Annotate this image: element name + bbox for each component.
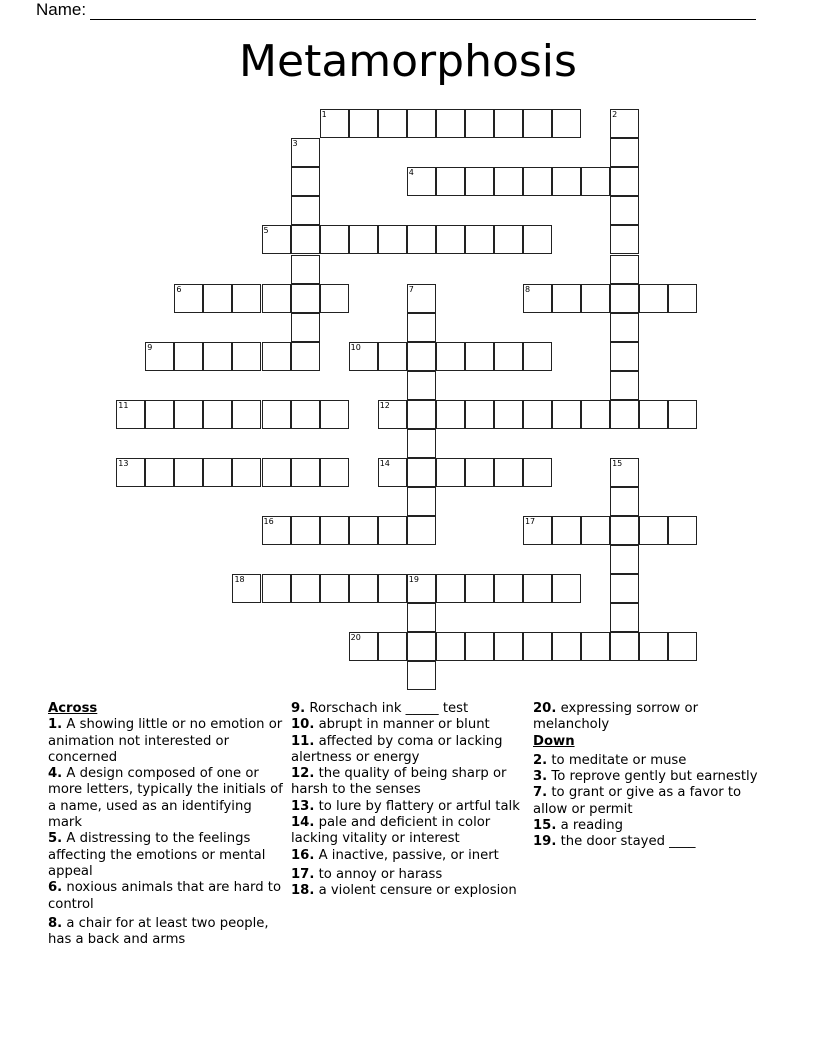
grid-cell[interactable] — [610, 167, 639, 196]
grid-cell[interactable] — [174, 458, 203, 487]
grid-cell[interactable] — [552, 516, 581, 545]
clue-number: 8 — [524, 284, 531, 294]
grid-cell[interactable] — [436, 167, 465, 196]
grid-cell[interactable] — [465, 109, 494, 138]
grid-cell[interactable] — [291, 574, 320, 603]
clue-text: expressing sorrow or melancholy — [533, 701, 699, 733]
clue-across-item — [291, 734, 531, 767]
clue-number: 16 — [263, 516, 274, 526]
grid-cell[interactable] — [145, 458, 174, 487]
grid-cell[interactable] — [349, 574, 378, 603]
clue-down-item — [533, 753, 773, 769]
grid-cell[interactable] — [668, 632, 697, 661]
clue-text: Rorschach ink _____ test — [309, 701, 469, 716]
grid-cell[interactable] — [145, 342, 174, 371]
grid-cell[interactable] — [378, 109, 407, 138]
clue-number-label: 10. — [291, 717, 315, 733]
grid-cell[interactable] — [407, 225, 436, 254]
clue-text: A distressing to the feelings affecting the emotions or mental appeal — [48, 831, 266, 879]
grid-cell[interactable] — [349, 632, 378, 661]
grid-cell[interactable] — [436, 632, 465, 661]
clue-across-item — [533, 701, 773, 734]
clue-number: 2 — [612, 110, 618, 120]
clue-text: A showing little or no emotion or animation not interested or concerned — [48, 717, 283, 765]
clue-text: a violent censure or explosion — [318, 883, 517, 899]
grid-cell[interactable] — [262, 516, 291, 545]
clues-column-1 — [48, 701, 288, 948]
grid-cell[interactable] — [465, 167, 494, 196]
grid-cell[interactable] — [349, 342, 378, 371]
grid-cell[interactable] — [581, 167, 610, 196]
across-heading: Across — [48, 701, 98, 716]
grid-cell[interactable] — [320, 400, 349, 429]
grid-cell[interactable] — [407, 429, 436, 458]
clue-across-item — [48, 880, 288, 913]
grid-cell[interactable] — [610, 109, 639, 138]
grid-cell[interactable] — [116, 458, 145, 487]
grid-cell[interactable] — [407, 661, 436, 690]
down-heading: Down — [533, 733, 575, 749]
clue-text: to annoy or harass — [318, 866, 443, 882]
grid-cell[interactable] — [494, 342, 523, 371]
grid-cell[interactable] — [523, 516, 552, 545]
grid-cell[interactable] — [552, 109, 581, 138]
name-label: Name: — [36, 0, 87, 19]
grid-cell[interactable] — [552, 284, 581, 313]
page-title: Metamorphosis — [239, 36, 577, 87]
grid-cell[interactable] — [436, 109, 465, 138]
grid-cell[interactable] — [494, 632, 523, 661]
grid-cell[interactable] — [610, 458, 639, 487]
grid-cell[interactable] — [262, 400, 291, 429]
grid-cell[interactable] — [291, 313, 320, 342]
grid-cell[interactable] — [436, 342, 465, 371]
grid-cell[interactable] — [523, 400, 552, 429]
clue-number-label: 19. — [533, 834, 557, 850]
grid-cell[interactable] — [610, 138, 639, 167]
clue-number: 13 — [118, 458, 129, 468]
clue-across-item — [291, 815, 531, 848]
grid-cell[interactable] — [610, 313, 639, 342]
grid-cell[interactable] — [407, 167, 436, 196]
grid-cell[interactable] — [407, 342, 436, 371]
grid-cell[interactable] — [523, 225, 552, 254]
grid-cell[interactable] — [378, 225, 407, 254]
grid-cell[interactable] — [523, 574, 552, 603]
clue-number-label: 7. — [533, 785, 548, 801]
grid-cell[interactable] — [552, 167, 581, 196]
clue-text: pale and deficient in color lacking vitality or interest — [291, 815, 491, 847]
grid-cell[interactable] — [407, 632, 436, 661]
clue-number-label: 18. — [291, 883, 315, 899]
grid-cell[interactable] — [262, 225, 291, 254]
clue-number-label: 1. — [48, 717, 63, 733]
clue-number: 19 — [408, 575, 419, 585]
clue-number: 6 — [176, 284, 182, 294]
clue-number-label: 12. — [291, 766, 315, 782]
clue-across-item — [48, 766, 288, 831]
clue-number: 18 — [234, 575, 245, 585]
grid-cell[interactable] — [262, 284, 291, 313]
grid-cell[interactable] — [407, 313, 436, 342]
grid-cell[interactable] — [552, 574, 581, 603]
clue-number-label: 4. — [48, 766, 63, 782]
grid-cell[interactable] — [407, 487, 436, 516]
clue-number: 12 — [379, 400, 390, 410]
grid-cell[interactable] — [668, 516, 697, 545]
grid-cell[interactable] — [465, 458, 494, 487]
grid-cell[interactable] — [407, 458, 436, 487]
grid-cell[interactable] — [581, 284, 610, 313]
clue-across-item — [291, 883, 531, 899]
grid-cell[interactable] — [639, 516, 668, 545]
grid-cell[interactable] — [639, 400, 668, 429]
clue-across-item — [291, 701, 531, 717]
grid-cell[interactable] — [610, 574, 639, 603]
grid-cell[interactable] — [523, 109, 552, 138]
grid-cell[interactable] — [145, 400, 174, 429]
clue-number: 5 — [263, 226, 269, 236]
grid-cell[interactable] — [639, 284, 668, 313]
grid-cell[interactable] — [291, 516, 320, 545]
grid-cell[interactable] — [610, 632, 639, 661]
grid-cell[interactable] — [349, 109, 378, 138]
clue-number: 11 — [118, 400, 129, 410]
grid-cell[interactable] — [378, 516, 407, 545]
grid-cell[interactable] — [465, 632, 494, 661]
clue-down-item — [533, 785, 773, 818]
grid-cell[interactable] — [407, 284, 436, 313]
grid-cell[interactable] — [349, 225, 378, 254]
grid-cell[interactable] — [262, 574, 291, 603]
grid-cell[interactable] — [494, 167, 523, 196]
grid-cell[interactable] — [378, 458, 407, 487]
clue-across-item — [291, 717, 531, 733]
grid-cell[interactable] — [581, 400, 610, 429]
clue-number-label: 14. — [291, 815, 315, 831]
grid-cell[interactable] — [494, 225, 523, 254]
grid-cell[interactable] — [291, 342, 320, 371]
grid-cell[interactable] — [523, 284, 552, 313]
grid-cell[interactable] — [639, 632, 668, 661]
grid-cell[interactable] — [610, 255, 639, 284]
clue-down-item — [533, 818, 773, 834]
grid-cell[interactable] — [494, 109, 523, 138]
grid-cell[interactable] — [523, 342, 552, 371]
grid-cell[interactable] — [291, 196, 320, 225]
clue-down-item — [533, 834, 773, 850]
grid-cell[interactable] — [291, 138, 320, 167]
grid-cell[interactable] — [320, 458, 349, 487]
clue-number: 3 — [292, 139, 298, 149]
grid-cell[interactable] — [523, 167, 552, 196]
clue-text: to lure by flattery or artful talk — [318, 798, 520, 814]
clue-number: 10 — [350, 342, 361, 352]
clue-across-item — [291, 799, 531, 815]
clue-number-label: 2. — [533, 752, 548, 768]
clues-column-2 — [291, 701, 531, 900]
grid-cell[interactable] — [610, 196, 639, 225]
clue-number: 4 — [408, 168, 414, 178]
grid-cell[interactable] — [610, 400, 639, 429]
grid-cell[interactable] — [291, 255, 320, 284]
clue-number-label: 13. — [291, 798, 315, 814]
grid-cell[interactable] — [552, 400, 581, 429]
clue-number-label: 11. — [291, 733, 315, 749]
grid-cell[interactable] — [610, 371, 639, 400]
clue-text: the door stayed ____ — [560, 834, 696, 850]
grid-cell[interactable] — [407, 109, 436, 138]
clue-number-label: 3. — [533, 769, 548, 785]
grid-cell[interactable] — [494, 400, 523, 429]
grid-cell[interactable] — [610, 487, 639, 516]
grid-cell[interactable] — [349, 516, 378, 545]
clue-across-item — [291, 848, 531, 864]
grid-cell[interactable] — [523, 458, 552, 487]
grid-cell[interactable] — [232, 400, 261, 429]
clue-number-label: 16. — [291, 847, 315, 863]
grid-cell[interactable] — [436, 225, 465, 254]
grid-cell[interactable] — [407, 371, 436, 400]
grid-cell[interactable] — [494, 458, 523, 487]
grid-cell[interactable] — [610, 342, 639, 371]
grid-cell[interactable] — [523, 632, 552, 661]
clue-number: 9 — [147, 342, 153, 352]
grid-cell[interactable] — [291, 284, 320, 313]
grid-cell[interactable] — [610, 516, 639, 545]
grid-cell[interactable] — [610, 225, 639, 254]
grid-cell[interactable] — [465, 400, 494, 429]
clues-column-3 — [533, 701, 773, 851]
grid-cell[interactable] — [291, 458, 320, 487]
clue-text: To reprove gently but earnestly — [551, 769, 758, 785]
grid-cell[interactable] — [610, 284, 639, 313]
clue-across-item — [48, 717, 288, 766]
grid-cell[interactable] — [203, 458, 232, 487]
grid-cell[interactable] — [291, 400, 320, 429]
grid-cell[interactable] — [203, 400, 232, 429]
grid-cell[interactable] — [262, 458, 291, 487]
grid-cell[interactable] — [407, 603, 436, 632]
clue-text: a chair for at least two people, has a back and arms — [48, 915, 269, 948]
clue-number-label: 17. — [291, 866, 315, 882]
clue-number: 17 — [524, 516, 536, 526]
grid-cell[interactable] — [436, 400, 465, 429]
clue-down-item — [533, 769, 773, 785]
grid-cell[interactable] — [262, 342, 291, 371]
grid-cell[interactable] — [581, 632, 610, 661]
clue-text: affected by coma or lacking alertness or energy — [291, 733, 503, 765]
grid-cell[interactable] — [320, 109, 349, 138]
clue-text: noxious animals that are hard to control — [48, 880, 282, 912]
grid-cell[interactable] — [610, 545, 639, 574]
grid-cell[interactable] — [465, 574, 494, 603]
grid-cell[interactable] — [320, 225, 349, 254]
grid-cell[interactable] — [407, 516, 436, 545]
grid-cell[interactable] — [291, 167, 320, 196]
grid-cell[interactable] — [291, 225, 320, 254]
grid-cell[interactable] — [378, 632, 407, 661]
clue-across-item — [291, 867, 531, 883]
grid-cell[interactable] — [668, 400, 697, 429]
clue-number: 1 — [321, 110, 327, 120]
grid-cell[interactable] — [378, 574, 407, 603]
clue-number-label: 8. — [48, 915, 63, 931]
grid-cell[interactable] — [378, 400, 407, 429]
grid-cell[interactable] — [174, 400, 203, 429]
grid-cell[interactable] — [232, 342, 261, 371]
grid-cell[interactable] — [436, 574, 465, 603]
grid-cell[interactable] — [203, 342, 232, 371]
clue-text: abrupt in manner or blunt — [318, 717, 490, 733]
clue-number: 15 — [612, 458, 623, 468]
grid-cell[interactable] — [465, 342, 494, 371]
clue-text: the quality of being sharp or harsh to the senses — [291, 766, 507, 798]
grid-cell[interactable] — [610, 603, 639, 632]
clue-across-item — [48, 916, 288, 949]
grid-cell[interactable] — [232, 458, 261, 487]
clue-text: a reading — [560, 818, 623, 834]
grid-cell[interactable] — [320, 284, 349, 313]
clue-number-label: 5. — [48, 831, 63, 847]
grid-cell[interactable] — [407, 574, 436, 603]
clue-number: 20 — [350, 633, 361, 643]
grid-cell[interactable] — [174, 342, 203, 371]
grid-cell[interactable] — [581, 516, 610, 545]
clue-number-label: 9. — [291, 701, 306, 716]
clue-text: A inactive, passive, or inert — [318, 847, 499, 863]
clue-across-item — [48, 831, 288, 880]
grid-cell[interactable] — [668, 284, 697, 313]
grid-cell[interactable] — [552, 632, 581, 661]
grid-cell[interactable] — [203, 284, 232, 313]
grid-cell[interactable] — [232, 284, 261, 313]
grid-cell[interactable] — [174, 284, 203, 313]
grid-cell[interactable] — [407, 400, 436, 429]
grid-cell[interactable] — [320, 516, 349, 545]
clue-number-label: 6. — [48, 880, 63, 896]
clue-across-item — [291, 766, 531, 799]
grid-cell[interactable] — [378, 342, 407, 371]
grid-cell[interactable] — [494, 574, 523, 603]
clue-number: 14 — [379, 458, 390, 468]
clue-number-label: 20. — [533, 701, 557, 716]
grid-cell[interactable] — [232, 574, 261, 603]
grid-cell[interactable] — [436, 458, 465, 487]
clue-text: to grant or give as a favor to allow or permit — [533, 785, 742, 817]
clue-number-label: 15. — [533, 818, 557, 834]
clue-text: to meditate or muse — [551, 752, 687, 768]
clue-number: 7 — [408, 284, 414, 294]
clue-text: A design composed of one or more letters, typically the initials of a name, used as an identifying mark — [48, 766, 283, 831]
grid-cell[interactable] — [465, 225, 494, 254]
grid-cell[interactable] — [320, 574, 349, 603]
grid-cell[interactable] — [116, 400, 145, 429]
